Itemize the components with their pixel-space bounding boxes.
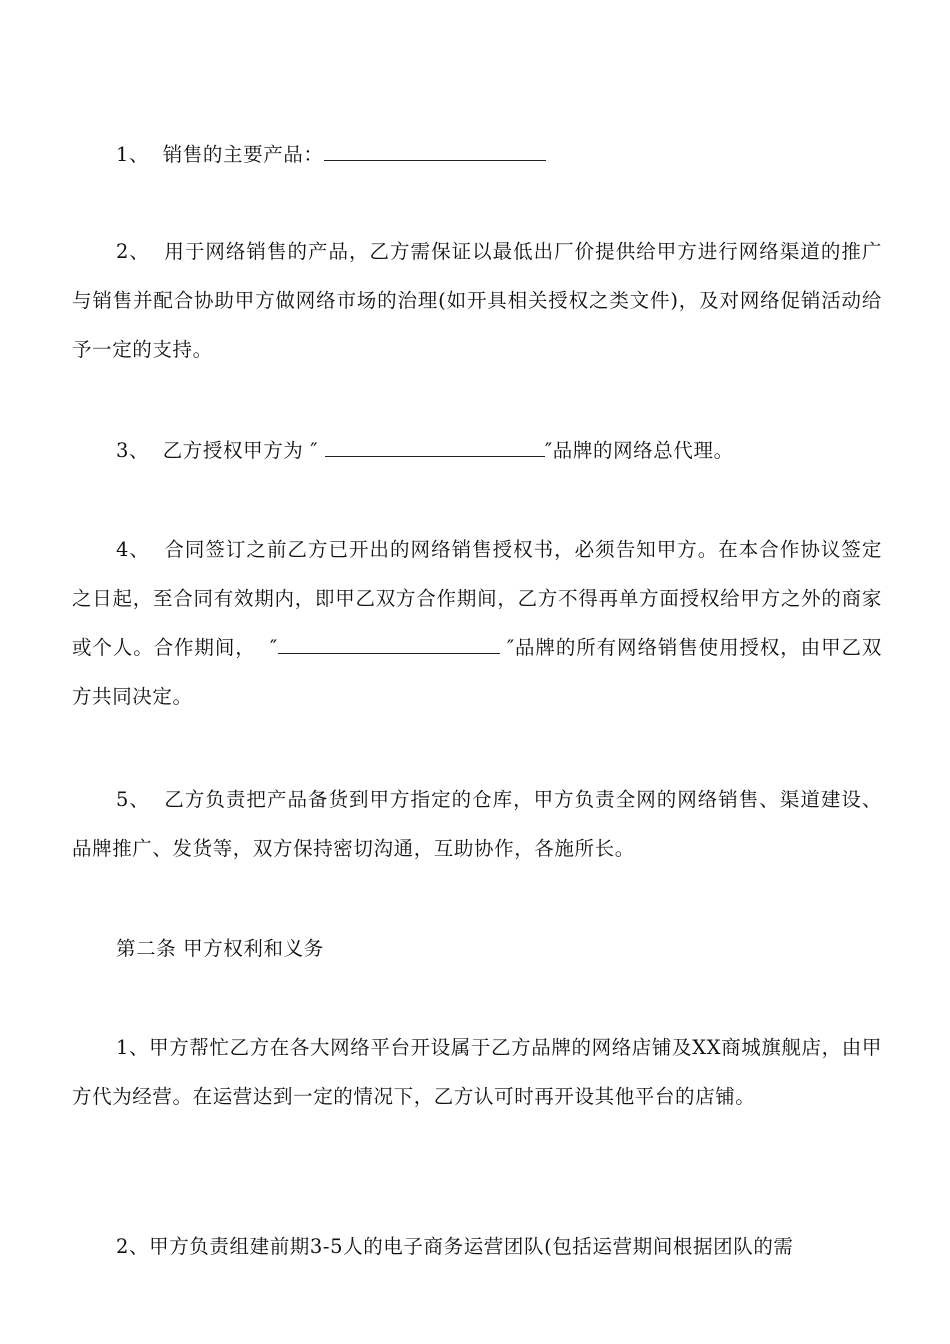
paragraph-main-product-text: 1、 销售的主要产品： [116, 143, 324, 166]
paragraph-open-stores: 1、甲方帮忙乙方在各大网络平台开设属于乙方品牌的网络店铺及XX商城旗舰店，由甲方代为经营。在运营达到一定的情况下，乙方认可时再开设其他平台的店铺。 [72, 1036, 882, 1108]
section-heading-party-a-rights: 第二条 甲方权利和义务 [116, 937, 324, 960]
paragraph-authorization [72, 426, 882, 475]
paragraph-authorization-tail: ″品牌的网络总代理。 [544, 439, 734, 462]
paragraph-existing-authorization-text: 4、 合同签订之前乙方已开出的网络销售授权书，必须告知甲方。在本合作协议签定之日起，至合同有效期内，即甲乙双方合作期间，乙方不得再单方面授权给甲方之外的商家或个人。合作期间， ″ [72, 538, 882, 659]
brand-name-blank-field-2 [278, 635, 500, 654]
paragraph-team-building: 2、甲方负责组建前期3-5人的电子商务运营团队(包括运营期间根据团队的需 [116, 1235, 794, 1258]
paragraph-stocking: 5、 乙方负责把产品备货到甲方指定的仓库，甲方负责全网的网络销售、渠道建设、品牌推广、发货等，双方保持密切沟通，互助协作，各施所长。 [72, 788, 882, 860]
paragraph-existing-authorization-tail: ″品牌的所有网络销售使用授权，由甲乙双方共同决定。 [72, 636, 882, 708]
main-product-blank-field [324, 142, 546, 161]
brand-name-blank-field [325, 438, 545, 457]
paragraph-sales-products: 2、 用于网络销售的产品，乙方需保证以最低出厂价提供给甲方进行网络渠道的推广与销售并配合协助甲方做网络市场的治理(如开具相关授权之类文件)，及对网络促销活动给予一定的支持。 [72, 240, 882, 361]
paragraph-authorization-text: 3、 乙方授权甲方为 ″ [116, 439, 325, 462]
paragraph-existing-authorization [72, 525, 882, 721]
paragraph-main-product [72, 130, 882, 179]
